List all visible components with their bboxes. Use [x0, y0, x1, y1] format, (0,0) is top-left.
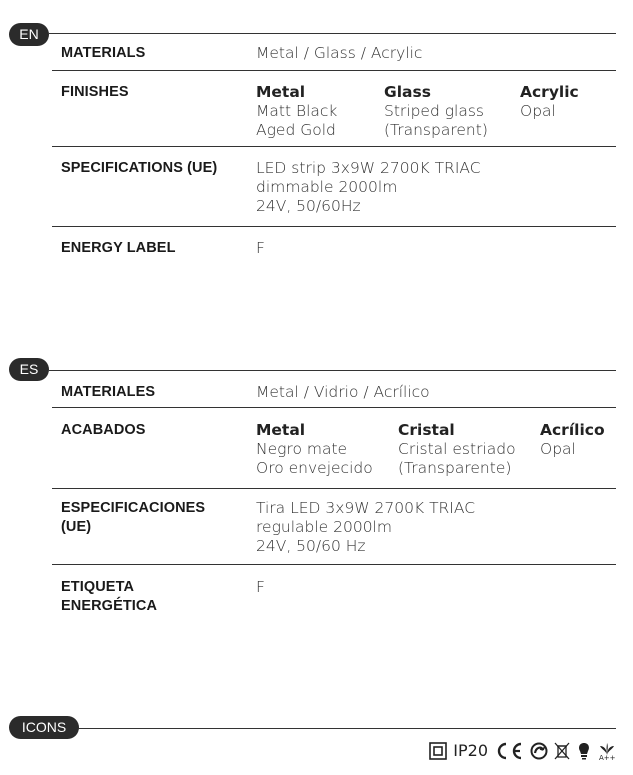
section-tag-es: ES — [9, 358, 49, 381]
weee-bin-icon — [554, 742, 570, 760]
recycle-icon — [530, 742, 548, 760]
etiqueta-label-line: ETIQUETA — [61, 579, 135, 595]
acabado-acrilico-head: Acrílico — [540, 421, 605, 439]
bulb-icon — [576, 742, 592, 760]
specs-line: LED strip 3x9W 2700K TRIAC — [256, 159, 481, 177]
row-materiales — [52, 371, 616, 408]
finish-col-acrylic — [520, 83, 579, 121]
section-tag-en: EN — [9, 23, 49, 46]
class-ii-icon — [429, 742, 447, 760]
energy-icon-text: A++ — [599, 754, 616, 762]
finish-glass-line: Striped glass — [384, 102, 484, 120]
row-especificaciones — [52, 489, 616, 565]
finish-glass-line: (Transparent) — [384, 121, 488, 139]
ce-mark-icon — [494, 742, 524, 760]
especificaciones-label — [61, 499, 205, 537]
finish-metal-line: Aged Gold — [256, 121, 336, 139]
especificaciones-label-line: (UE) — [61, 519, 92, 535]
section-tag-icons: ICONS — [9, 716, 79, 739]
materials-value: Metal / Glass / Acrylic — [256, 44, 423, 62]
acabado-cristal-line: (Transparente) — [398, 459, 512, 477]
materiales-label: MATERIALES — [61, 384, 156, 400]
especificaciones-line: regulable 2000lm — [256, 518, 392, 536]
acabados-label: ACABADOS — [61, 422, 146, 438]
etiqueta-label-line: ENERGÉTICA — [61, 598, 158, 614]
acabado-col-acrilico — [540, 421, 605, 459]
energy-label: ENERGY LABEL — [61, 240, 176, 256]
energy-value: F — [256, 239, 265, 257]
materials-label: MATERIALS — [61, 45, 146, 61]
materiales-value: Metal / Vidrio / Acrílico — [256, 383, 430, 401]
energy-plant-icon — [598, 742, 616, 760]
row-finishes — [52, 71, 616, 147]
specs-value — [256, 159, 481, 216]
icon-strip — [429, 741, 616, 761]
etiqueta-value: F — [256, 578, 265, 596]
specs-line: dimmable 2000lm — [256, 178, 398, 196]
finish-metal-line: Matt Black — [256, 102, 338, 120]
finish-col-metal — [256, 83, 337, 140]
finish-metal-head: Metal — [256, 83, 306, 101]
acabado-metal-head: Metal — [256, 421, 306, 439]
finish-col-glass — [384, 83, 488, 140]
specs-label: SPECIFICATIONS (UE) — [61, 160, 218, 176]
acabado-acrilico-line: Opal — [540, 440, 576, 458]
especificaciones-value — [256, 499, 475, 556]
row-acabados — [52, 408, 616, 489]
acabado-metal-line: Oro envejecido — [256, 459, 373, 477]
finish-glass-head: Glass — [384, 83, 431, 101]
row-materials — [52, 34, 616, 71]
ip-rating: IP20 — [453, 741, 488, 760]
finishes-label: FINISHES — [61, 84, 129, 100]
acabado-col-cristal — [398, 421, 516, 478]
etiqueta-label — [61, 578, 157, 616]
especificaciones-line: Tira LED 3x9W 2700K TRIAC — [256, 499, 476, 517]
especificaciones-label-line: ESPECIFICACIONES — [61, 500, 206, 516]
acabado-col-metal — [256, 421, 373, 478]
especificaciones-line: 24V, 50/60 Hz — [256, 537, 366, 555]
acabado-cristal-line: Cristal estriado — [398, 440, 516, 458]
row-energy-label — [52, 227, 616, 267]
row-etiqueta-energetica — [52, 565, 616, 625]
specs-line: 24V, 50/60Hz — [256, 197, 361, 215]
row-specifications — [52, 147, 616, 227]
section-rule-icons — [78, 728, 616, 729]
finish-acrylic-line: Opal — [520, 102, 556, 120]
finish-acrylic-head: Acrylic — [520, 83, 579, 101]
acabado-metal-line: Negro mate — [256, 440, 348, 458]
acabado-cristal-head: Cristal — [398, 421, 455, 439]
